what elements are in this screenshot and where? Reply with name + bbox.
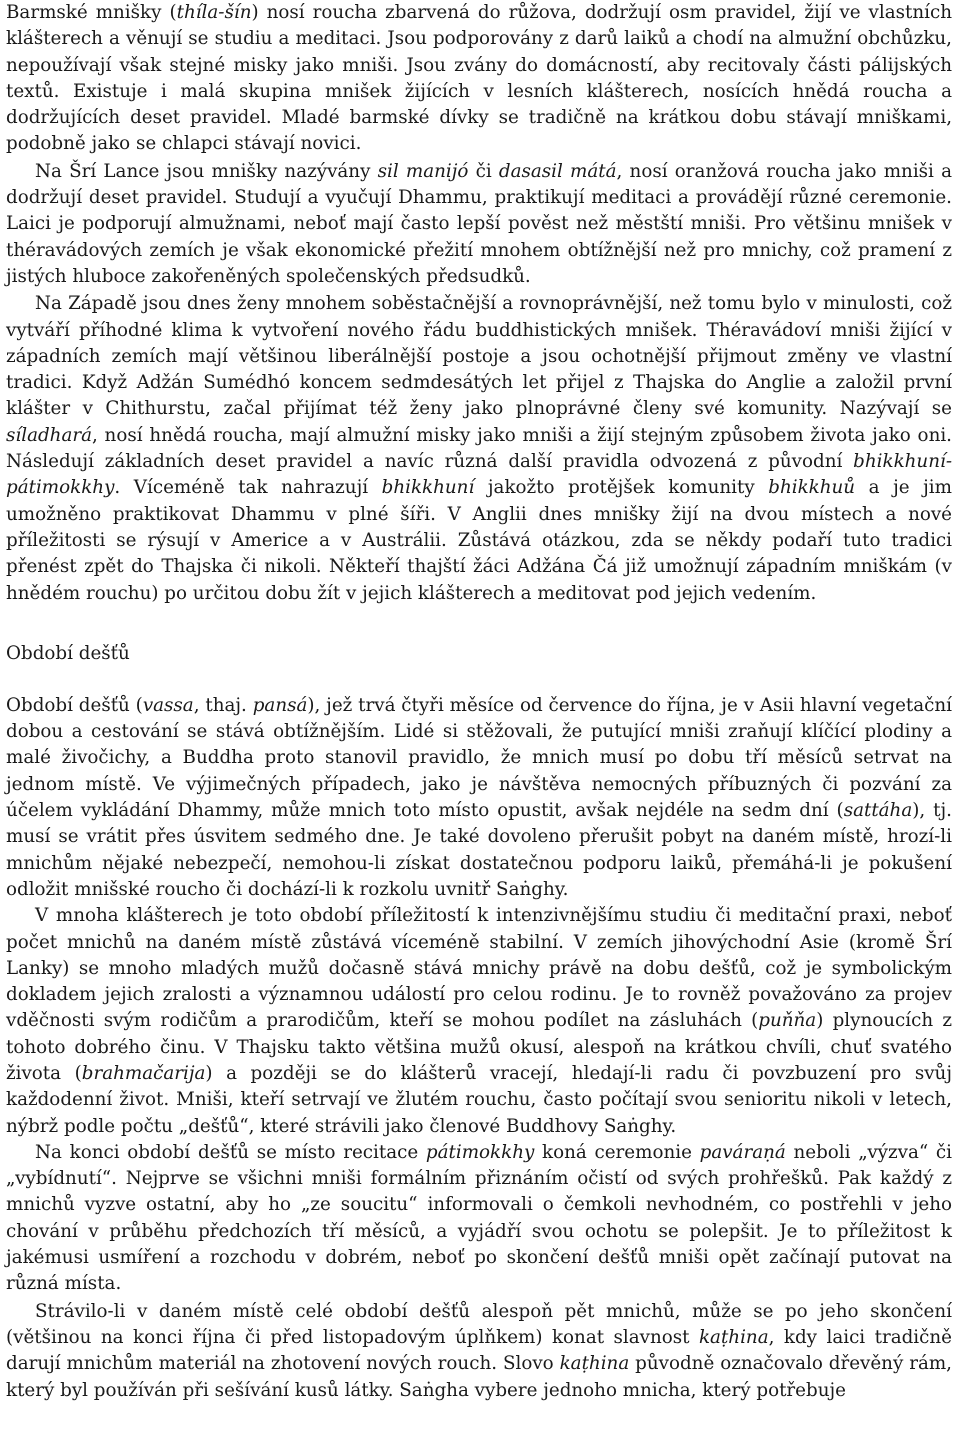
italic-term: bhikkhuní-pátimokkhy <box>6 451 952 499</box>
text-run: . Víceméně tak nahrazují <box>114 477 382 499</box>
italic-term: pátimokkhy <box>425 1141 535 1163</box>
italic-term: sattáha <box>843 800 913 822</box>
paragraph <box>6 159 952 290</box>
italic-term: brahmačarija <box>81 1062 206 1084</box>
italic-term: síladhará <box>6 424 92 446</box>
paragraph <box>6 1299 952 1404</box>
text-run: ) nosí roucha zbarvená do růžova, dodržují osm pravidel, žijí ve vlastních klášterech a věnují se studiu a meditaci. Jsou podporovány z darů laiků a chodí na almužní obchůzku, nepoužívají však stejné misky jako mniši. Jsou zvány do domácností, aby recitovaly části pálijských textů. Existuje i malá skupina mnišek žijících v lesních klášterech, nosících hnědá roucha a dodržujících deset pravidel. Mladé barmské dívky se tradičně na krátkou dobu stávají mniškami, podobně jako se chlapci stávají novici. <box>6 2 952 155</box>
italic-term: dasasil mátá <box>498 160 617 182</box>
paragraph <box>6 903 952 1140</box>
text-run: Barmské mnišky ( <box>6 2 177 23</box>
text-run: Na konci období dešťů se místo recitace <box>35 1141 426 1163</box>
text-run: či <box>468 160 499 182</box>
italic-term: kaṭhina <box>698 1326 769 1348</box>
italic-term: vassa <box>142 694 194 716</box>
paragraph <box>6 693 952 903</box>
text-run: původně označovalo dřevěný rám, který byl používán při sešívání kusů látky. Saṅgha vybere jednoho mnicha, který potřebuje <box>6 1353 952 1401</box>
text-run: , nosí hnědá roucha, mají almužní misky jako mniši a žijí stejným způsobem života jako oni. Následují základních deset pravidel a navíc různá další pravidla odvozená z původní <box>6 424 952 473</box>
section-rains <box>6 693 952 1404</box>
paragraph <box>6 0 952 158</box>
text-run: ) plynoucích z tohoto dobrého činu. V Thajsku takto většina mužů okusí, alespoň na krátkou chvíli, chuť svatého života ( <box>6 1010 953 1084</box>
text-run: ) a později se do klášterů vracejí, hledají-li radu či povzbuzení pro svůj každodenní život. Mniši, kteří setrvají ve žlutém rouchu, často počítají svou senioritu nikoli v letech, nýbrž podle počtu „dešťů“, které strávili jako členové Buddhovy Saṅghy. <box>6 1062 952 1137</box>
text-run: , thaj. <box>193 694 253 716</box>
italic-term: sil manijó <box>377 160 469 182</box>
section-nuns <box>6 0 952 607</box>
text-run: Období dešťů ( <box>6 694 143 716</box>
section-heading: Období dešťů <box>6 642 130 664</box>
text-run: Na Šrí Lance jsou mnišky nazývány <box>35 160 378 182</box>
paragraph <box>6 291 952 607</box>
text-run: V mnoha klášterech je toto období příležitostí k intenzivnějšímu studiu či meditační praxi, neboť počet mnichů na daném místě zůstává víceméně stabilní. V zemích jihovýchodní Asie (kromě Šrí Lanky) se mnoho mladých mužů dočasně stává mnichy právě na dobu dešťů, což je symbolickým dokladem jejich zralosti a významnou událostí pro celou rodinu. Je to rovněž považováno za projev vděčnosti svým rodičům a prarodičům, kteří se mohou podílet na zásluhách ( <box>6 905 952 1032</box>
text-run: ), jež trvá čtyři měsíce od července do října, je v Asii hlavní vegetační dobou a cestování se stává obtížnějším. Lidé si stěžovali, že putující mniši zraňují klíčící plodiny a malé živočichy, a Buddha proto stanovil pravidlo, že mnich musí po dobu tří měsíců setrvat na jednom místě. Ve výjimečných případech, jako je návštěva nemocných příbuzných či pozvání za účelem vykládání Dhammy, může mnich toto místo opustit, avšak nejdéle na sedm dní ( <box>6 694 953 822</box>
italic-term: thíla-šín <box>176 2 252 23</box>
italic-term: paváraṇá <box>699 1141 786 1163</box>
text-run: Na Západě jsou dnes ženy mnohem soběstačnější a rovnoprávnější, než tomu bylo v minulosti, což vytváří příhodné klima k vytvoření nového řádu buddhistických mnišek. Théravádoví mniši žijící v západních zemích mají většinou liberálnější postoje a jsou ochotnější přijmout změny ve vlastní tradici. Když Adžán Sumédhó koncem sedmdesátých let přijel z Thajska do Anglie a založil první klášter v Chithurstu, začal přijímat též ženy jako plnoprávné členy své komunity. Nazývají se <box>6 293 952 420</box>
text-run: Strávilo-li v daném místě celé období dešťů alespoň pět mnichů, může se po jeho skončení (většinou na konci října či před listopadovým úplňkem) konat slavnost <box>6 1300 952 1348</box>
paragraph <box>6 1140 952 1298</box>
text-run: koná ceremonie <box>534 1141 700 1163</box>
italic-term: pansá <box>252 694 308 716</box>
italic-term: kaṭhina <box>559 1353 630 1375</box>
italic-term: bhikkhuní <box>381 477 475 499</box>
italic-term: puňňa <box>758 1010 817 1032</box>
text-run: jakožto protějšek komunity <box>474 477 769 499</box>
text-run: a je jim umožněno praktikovat Dhammu v plné šíři. V Anglii dnes mnišky žijí na dvou místech a nové příležitosti se rýsují v Americe a v Austrálii. Zůstává otázkou, zda se někdy podaří tuto tradici přenést zpět do Thajska či nikoli. Někteří thajští žáci Adžána Čá již umožnují západním mniškám (v hnědém rouchu) po určitou dobu žít v jejich klášterech a meditovat pod jejich vedením. <box>6 477 952 604</box>
text-run: , kdy laici tradičně darují mnichům materiál na zhotovení nových rouch. Slovo <box>6 1326 952 1375</box>
italic-term: bhikkhuů <box>768 477 856 499</box>
text-run: ), tj. musí se vrátit přes úsvitem sedmého dne. Je také dovoleno přerušit pobyt na daném místě, hrozí-li mnichům nějaké nebezpečí, nemohou-li získat dostatečnou podporu laiků, přemáhá-li je pokušení odložit mnišské roucho či dochází-li k rozkolu uvnitř Saṅghy. <box>6 800 952 900</box>
text-run: , nosí oranžová roucha jako mniši a dodržují deset pravidel. Studují a vyučují Dhammu, praktikují meditaci a provádějí různé ceremonie. Laici je podporují almužnami, neboť mají často lepší pověst než městští mniši. Pro většinu mnišek v théravádových zemích je však ekonomické přežití mnohem obtížnější než pro mnichy, což pramení z jistých hluboce zakořeněných společenských předsudků. <box>6 160 953 287</box>
text-run: neboli „výzva“ či „vybídnutí“. Nejprve se všichni mniši formálním přiznáním očistí od svých prohřešků. Pak každý z mnichů vyzve ostatní, aby ho „ze soucitu“ informovali o čemkoli nevhodném, co postřehli v jeho chování v průběhu předchozích tří měsíců, a vyjádří svou ochotu se polepšit. Je to příležitost k jakémusi usmíření a rozchodu v dobrém, neboť po skončení dešťů mniši opět začínají putovat na různá místa. <box>6 1141 953 1295</box>
